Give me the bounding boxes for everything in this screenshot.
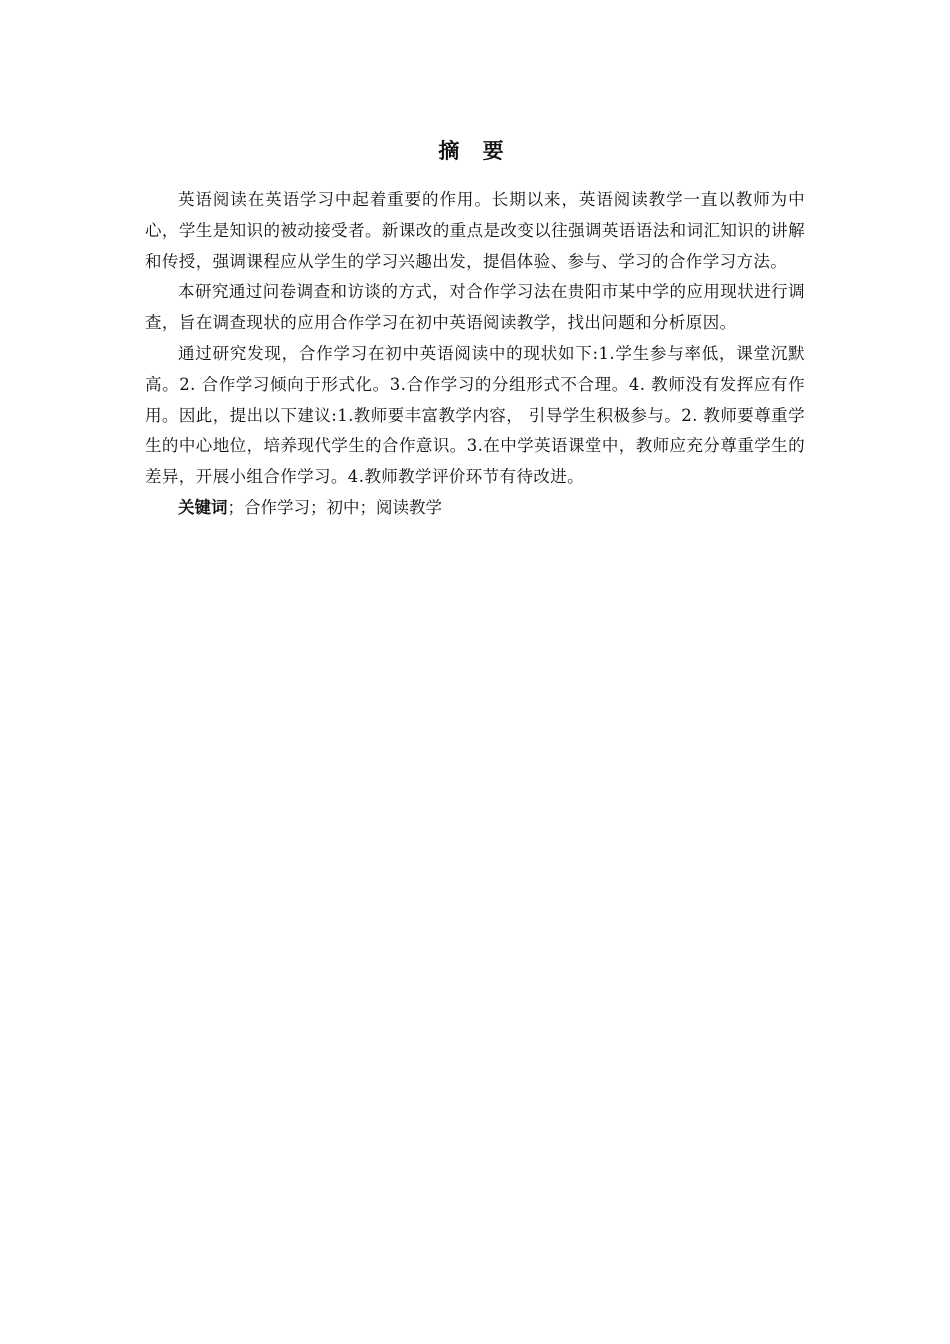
- abstract-title: 摘 要: [438, 139, 512, 163]
- keywords-line: [145, 493, 805, 524]
- keywords-label: 关键词: [178, 497, 228, 517]
- abstract-body: [145, 185, 805, 524]
- abstract-paragraph: 通过研究发现，合作学习在初中英语阅读中的现状如下:1.学生参与率低，课堂沉默高。2. 合作学习倾向于形式化。3.合作学习的分组形式不合理。4. 教师没有发挥应有作用。因此，提出以下建议:1.教师要丰富教学内容， 引导学生积极参与。2. 教师要尊重学生的中心地位，培养现代学生的合作意识。3.在中学英语课堂中，教师应充分尊重学生的差异，开展小组合作学习。4.教师教学评价环节有待改进。: [145, 343, 805, 487]
- abstract-paragraph: 英语阅读在英语学习中起着重要的作用。长期以来，英语阅读教学一直以教师为中心，学生是知识的被动接受者。新课改的重点是改变以往强调英语语法和词汇知识的讲解和传授，强调课程应从学生的学习兴趣出发，提倡体验、参与、学习的合作学习方法。: [145, 190, 805, 271]
- keywords-list: ；合作学习；初中；阅读教学: [227, 497, 442, 517]
- abstract-paragraph: 本研究通过问卷调查和访谈的方式，对合作学习法在贵阳市某中学的应用现状进行调查，旨在调查现状的应用合作学习在初中英语阅读教学，找出问题和分析原因。: [145, 282, 805, 333]
